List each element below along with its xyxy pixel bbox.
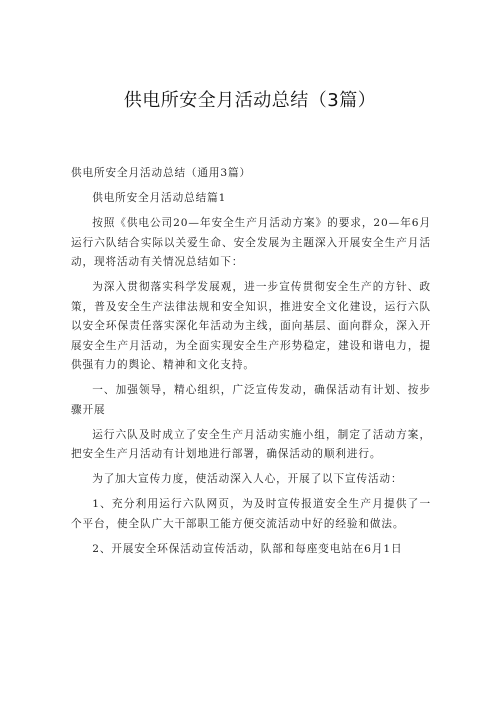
document-body [71, 164, 431, 565]
paragraph: 为深入贯彻落实科学发展观，进一步宣传贯彻安全生产的方针、政策，普及安全生产法律法规和安全知识，推进安全文化建设，运行六队以安全环保责任落实深化年活动为主线，面向基层、面向群众，深入开展安全生产月活动，为全面实现安全生产形势稳定，建设和谐电力，提供强有力的舆论、精神和文化支持。 [71, 281, 431, 371]
paragraph-section-heading: 供电所安全月活动总结篇1 [92, 192, 227, 204]
paragraph-heading: 一、加强领导，精心组织，广泛宣传发动，确保活动有计划、按步骤开展 [71, 384, 431, 416]
paragraph-list-item: 1、充分利用运行六队网页，为及时宣传报道安全生产月提供了一个平台，使全队广大干部职工能方便交流活动中好的经验和做法。 [71, 498, 431, 530]
paragraph: 按照《供电公司20—年安全生产月活动方案》的要求，20—年6月运行六队结合实际以关爱生命、安全发展为主题深入开展安全生产月活动，现将活动有关情况总结如下： [71, 217, 431, 268]
paragraph-list-item: 2、开展安全环保活动宣传活动，队部和每座变电站在6月1日 [92, 542, 403, 555]
document-title: 供电所安全月活动总结（3篇） [123, 90, 377, 111]
paragraph: 为了加大宣传力度，使活动深入人心，开展了以下宣传活动： [92, 473, 403, 485]
paragraph: 运行六队及时成立了安全生产月活动实施小组，制定了活动方案，把安全生产月活动有计划地进行部署，确保活动的顺利进行。 [71, 428, 431, 460]
paragraph-subtitle: 供电所安全月活动总结（通用3篇） [71, 167, 252, 179]
